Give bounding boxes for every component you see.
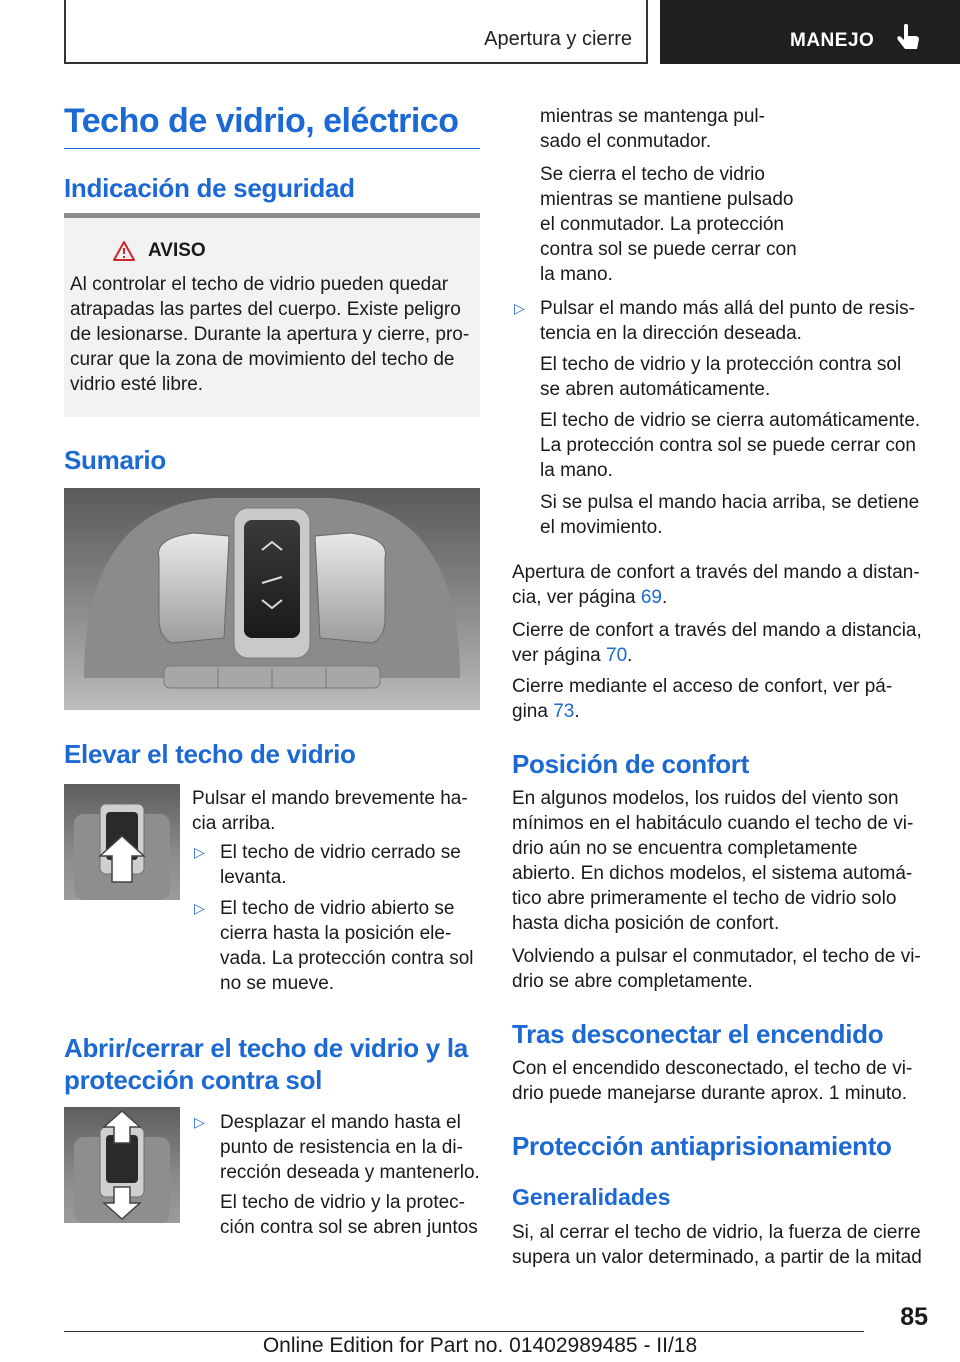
para-auto-close: El techo de vidrio se cierra automáticamente. La protección contra sol se puede cerrar con la mano. xyxy=(540,410,921,481)
cont-paragraph-2: Se cierra el techo de vidrio mientras se mantiene pulsado el conmutador. La protección contra sol se puede cerrar con la mano. xyxy=(540,164,797,285)
warning-label: AVISO xyxy=(148,240,206,261)
edition-line: Online Edition for Part no. 01402989485 - II/18 xyxy=(262,1334,698,1357)
safety-heading: Indicación de seguridad xyxy=(64,173,355,203)
raise-thumbnail xyxy=(64,784,180,900)
general-heading: Generalidades xyxy=(512,1184,671,1210)
section-title: Apertura y cierre xyxy=(484,28,632,50)
ignition-text: Con el encendido desconectado, el techo de vi‐ drio puede manejarse durante aprox. 1 minuto. xyxy=(512,1058,913,1104)
raise-heading: Elevar el techo de vidrio xyxy=(64,739,356,769)
cont-paragraph-1: mientras se mantenga pul‐ sado el conmutador. xyxy=(540,106,765,152)
overview-photo xyxy=(64,488,480,710)
para-auto-open: El techo de vidrio y la protección contra sol se abren automáticamente. xyxy=(540,354,902,400)
hand-pointer-icon xyxy=(896,24,922,54)
title-rule xyxy=(64,148,480,149)
page-title: Techo de vidrio, eléctrico xyxy=(64,102,459,140)
ignition-heading: Tras desconectar el encendido xyxy=(512,1019,884,1049)
pinch-protection-heading: Protección antiaprisionamiento xyxy=(512,1131,892,1161)
footer-rule xyxy=(64,1331,864,1332)
openclose-paragraph: El techo de vidrio y la protec‐ ción contra sol se abren juntos xyxy=(220,1192,478,1238)
overview-heading: Sumario xyxy=(64,445,166,475)
comfort-open: Apertura de confort a través del mando a distan‐ cia, ver página 69. xyxy=(512,562,920,608)
raise-bullet-1: El techo de vidrio cerrado se levanta. xyxy=(220,842,461,888)
page-link-70[interactable]: 70 xyxy=(606,645,628,666)
page-link-69[interactable]: 69 xyxy=(640,587,662,608)
bullet-marker-icon: ▷ xyxy=(194,900,205,916)
page-number: 85 xyxy=(900,1303,928,1331)
comfort-close: Cierre de confort a través del mando a distancia, ver página 70. xyxy=(512,620,922,666)
raise-intro: Pulsar el mando brevemente ha‐ cia arriba. xyxy=(192,788,468,834)
bullet-marker-icon: ▷ xyxy=(194,844,205,860)
openclose-thumbnail xyxy=(64,1107,180,1223)
bullet-2: Pulsar el mando más allá del punto de resis‐ tencia en la dirección deseada. xyxy=(540,298,915,344)
comfort-position-text: En algunos modelos, los ruidos del viento son mínimos en el habitáculo cuando el techo de vi‐ drio aún no se encuentra completamente abierto. En dichos modelos, el sistema automá‐ tico abre primeramente el techo de vidrio solo hasta dicha posición de confort. xyxy=(512,788,914,934)
warning-text: Al controlar el techo de vidrio pueden quedar atrapadas las partes del cuerpo. Existe peligro de lesionarse. Durante la apertura y cierre, pro‐ curar que la zona de movimiento del techo de vidrio esté libre. xyxy=(70,274,470,395)
page-link-73[interactable]: 73 xyxy=(553,701,575,722)
chapter-title: MANEJO xyxy=(790,30,875,51)
warning-triangle-icon xyxy=(112,240,136,262)
bullet-marker-icon: ▷ xyxy=(514,300,525,316)
warning-box xyxy=(64,218,480,417)
raise-bullet-2: El techo de vidrio abierto se cierra hasta la posición ele‐ vada. La protección contra sol no se mueve. xyxy=(220,898,474,994)
header-chapter-tab[interactable] xyxy=(660,0,960,64)
openclose-bullet: Desplazar el mando hasta el punto de resistencia en la di‐ rección deseada y mantenerlo. xyxy=(220,1112,480,1183)
para-stop: Si se pulsa el mando hacia arriba, se detiene el movimiento. xyxy=(540,492,920,538)
openclose-heading: Abrir/cerrar el techo de vidrio y la protección contra sol xyxy=(64,1033,468,1095)
comfort-position-text-2: Volviendo a pulsar el conmutador, el techo de vi‐ drio se abre completamente. xyxy=(512,946,921,992)
bullet-marker-icon: ▷ xyxy=(194,1114,205,1130)
comfort-access: Cierre mediante el acceso de confort, ver pá‐ gina 73. xyxy=(512,676,893,722)
header-section-tab xyxy=(64,0,648,64)
general-text: Si, al cerrar el techo de vidrio, la fuerza de cierre supera un valor determinado, a partir de la mitad xyxy=(512,1222,922,1268)
comfort-position-heading: Posición de confort xyxy=(512,749,749,779)
